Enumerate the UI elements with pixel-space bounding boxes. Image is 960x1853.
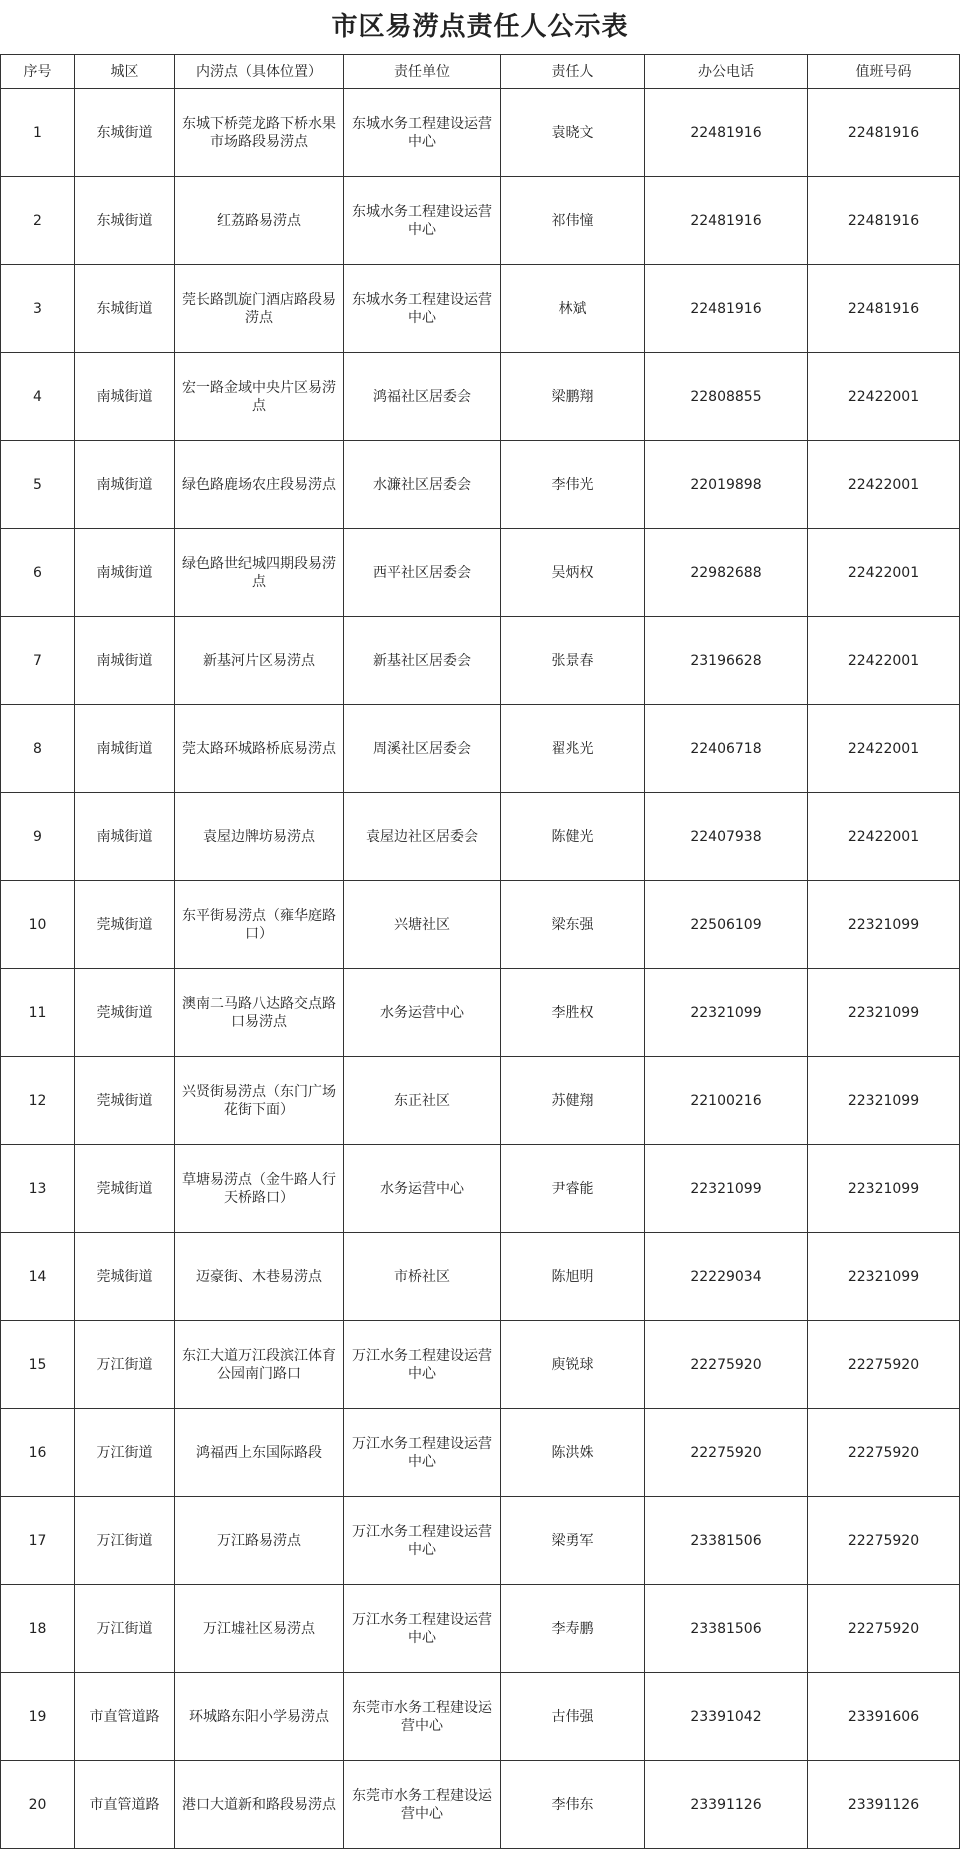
cell-index: 16 — [1, 1409, 75, 1497]
cell-index: 2 — [1, 177, 75, 265]
cell-index: 10 — [1, 881, 75, 969]
cell-office-phone: 22481916 — [645, 265, 808, 353]
cell-duty-phone: 22321099 — [808, 1145, 960, 1233]
cell-person: 李寿鹏 — [501, 1585, 645, 1673]
table-row — [1, 265, 960, 353]
cell-location: 东城下桥莞龙路下桥水果市场路段易涝点 — [175, 89, 344, 177]
cell-duty-phone: 22321099 — [808, 969, 960, 1057]
cell-unit: 东城水务工程建设运营中心 — [344, 89, 501, 177]
cell-index: 3 — [1, 265, 75, 353]
cell-unit: 东莞市水务工程建设运营中心 — [344, 1761, 501, 1849]
cell-index: 20 — [1, 1761, 75, 1849]
cell-office-phone: 22407938 — [645, 793, 808, 881]
cell-unit: 兴塘社区 — [344, 881, 501, 969]
table-row — [1, 177, 960, 265]
cell-duty-phone: 22321099 — [808, 1233, 960, 1321]
cell-index: 4 — [1, 353, 75, 441]
cell-office-phone: 22275920 — [645, 1409, 808, 1497]
cell-location: 绿色路鹿场农庄段易涝点 — [175, 441, 344, 529]
table-row — [1, 617, 960, 705]
cell-index: 18 — [1, 1585, 75, 1673]
cell-person: 袁晓文 — [501, 89, 645, 177]
cell-unit: 万江水务工程建设运营中心 — [344, 1321, 501, 1409]
cell-office-phone: 22506109 — [645, 881, 808, 969]
cell-location: 东江大道万江段滨江体育公园南门路口 — [175, 1321, 344, 1409]
cell-index: 11 — [1, 969, 75, 1057]
cell-unit: 万江水务工程建设运营中心 — [344, 1585, 501, 1673]
cell-office-phone: 22275920 — [645, 1321, 808, 1409]
cell-unit: 万江水务工程建设运营中心 — [344, 1409, 501, 1497]
cell-district: 莞城街道 — [75, 1145, 175, 1233]
cell-duty-phone: 22422001 — [808, 529, 960, 617]
cell-duty-phone: 23391126 — [808, 1761, 960, 1849]
cell-index: 13 — [1, 1145, 75, 1233]
table-row — [1, 441, 960, 529]
table-row — [1, 1233, 960, 1321]
cell-office-phone: 22321099 — [645, 1145, 808, 1233]
cell-unit: 周溪社区居委会 — [344, 705, 501, 793]
header-unit: 责任单位 — [344, 55, 501, 89]
cell-index: 1 — [1, 89, 75, 177]
cell-index: 14 — [1, 1233, 75, 1321]
table-row — [1, 529, 960, 617]
cell-district: 万江街道 — [75, 1321, 175, 1409]
cell-office-phone: 22100216 — [645, 1057, 808, 1145]
cell-duty-phone: 22422001 — [808, 617, 960, 705]
cell-office-phone: 22481916 — [645, 89, 808, 177]
cell-person: 苏健翔 — [501, 1057, 645, 1145]
cell-person: 陈洪姝 — [501, 1409, 645, 1497]
cell-index: 9 — [1, 793, 75, 881]
cell-location: 袁屋边牌坊易涝点 — [175, 793, 344, 881]
cell-location: 东平街易涝点（雍华庭路口） — [175, 881, 344, 969]
cell-location: 红荔路易涝点 — [175, 177, 344, 265]
cell-unit: 水濂社区居委会 — [344, 441, 501, 529]
table-row — [1, 793, 960, 881]
cell-district: 万江街道 — [75, 1585, 175, 1673]
table-row — [1, 1673, 960, 1761]
cell-unit: 袁屋边社区居委会 — [344, 793, 501, 881]
cell-district: 市直管道路 — [75, 1673, 175, 1761]
header-location: 内涝点（具体位置） — [175, 55, 344, 89]
cell-location: 绿色路世纪城四期段易涝点 — [175, 529, 344, 617]
cell-location: 环城路东阳小学易涝点 — [175, 1673, 344, 1761]
table-row — [1, 1585, 960, 1673]
cell-person: 梁勇军 — [501, 1497, 645, 1585]
cell-office-phone: 23391042 — [645, 1673, 808, 1761]
cell-district: 莞城街道 — [75, 1057, 175, 1145]
cell-office-phone: 23381506 — [645, 1585, 808, 1673]
cell-person: 林斌 — [501, 265, 645, 353]
cell-person: 李胜权 — [501, 969, 645, 1057]
cell-district: 东城街道 — [75, 177, 175, 265]
cell-duty-phone: 22422001 — [808, 793, 960, 881]
table-row — [1, 1321, 960, 1409]
table-row — [1, 1497, 960, 1585]
cell-location: 迈豪街、木巷易涝点 — [175, 1233, 344, 1321]
cell-index: 19 — [1, 1673, 75, 1761]
cell-location: 草塘易涝点（金牛路人行天桥路口） — [175, 1145, 344, 1233]
cell-office-phone: 22019898 — [645, 441, 808, 529]
cell-index: 7 — [1, 617, 75, 705]
cell-duty-phone: 22481916 — [808, 265, 960, 353]
cell-district: 市直管道路 — [75, 1761, 175, 1849]
cell-duty-phone: 22481916 — [808, 89, 960, 177]
cell-index: 5 — [1, 441, 75, 529]
cell-person: 庾锐球 — [501, 1321, 645, 1409]
cell-index: 12 — [1, 1057, 75, 1145]
cell-duty-phone: 22481916 — [808, 177, 960, 265]
cell-unit: 东城水务工程建设运营中心 — [344, 177, 501, 265]
cell-location: 新基河片区易涝点 — [175, 617, 344, 705]
cell-duty-phone: 22422001 — [808, 441, 960, 529]
cell-office-phone: 23381506 — [645, 1497, 808, 1585]
cell-person: 尹睿能 — [501, 1145, 645, 1233]
cell-person: 陈健光 — [501, 793, 645, 881]
cell-unit: 西平社区居委会 — [344, 529, 501, 617]
cell-district: 东城街道 — [75, 89, 175, 177]
cell-duty-phone: 22321099 — [808, 881, 960, 969]
header-row — [1, 55, 960, 89]
cell-unit: 新基社区居委会 — [344, 617, 501, 705]
cell-person: 祁伟憧 — [501, 177, 645, 265]
cell-district: 莞城街道 — [75, 1233, 175, 1321]
cell-location: 莞太路环城路桥底易涝点 — [175, 705, 344, 793]
cell-office-phone: 22321099 — [645, 969, 808, 1057]
cell-district: 万江街道 — [75, 1497, 175, 1585]
cell-index: 15 — [1, 1321, 75, 1409]
cell-district: 南城街道 — [75, 441, 175, 529]
cell-unit: 鸿福社区居委会 — [344, 353, 501, 441]
cell-unit: 水务运营中心 — [344, 969, 501, 1057]
cell-district: 莞城街道 — [75, 969, 175, 1057]
table-row — [1, 705, 960, 793]
cell-person: 古伟强 — [501, 1673, 645, 1761]
cell-duty-phone: 22422001 — [808, 705, 960, 793]
cell-location: 万江路易涝点 — [175, 1497, 344, 1585]
table-row — [1, 969, 960, 1057]
cell-duty-phone: 23391606 — [808, 1673, 960, 1761]
cell-unit: 东城水务工程建设运营中心 — [344, 265, 501, 353]
responsibility-table — [0, 54, 960, 1849]
cell-location: 澳南二马路八达路交点路口易涝点 — [175, 969, 344, 1057]
cell-district: 南城街道 — [75, 529, 175, 617]
cell-district: 莞城街道 — [75, 881, 175, 969]
table-row — [1, 1145, 960, 1233]
table-row — [1, 353, 960, 441]
table-row — [1, 1761, 960, 1849]
cell-duty-phone: 22422001 — [808, 353, 960, 441]
cell-person: 陈旭明 — [501, 1233, 645, 1321]
cell-office-phone: 22229034 — [645, 1233, 808, 1321]
cell-duty-phone: 22275920 — [808, 1321, 960, 1409]
cell-location: 港口大道新和路段易涝点 — [175, 1761, 344, 1849]
cell-index: 6 — [1, 529, 75, 617]
cell-location: 兴贤街易涝点（东门广场花街下面） — [175, 1057, 344, 1145]
cell-person: 翟兆光 — [501, 705, 645, 793]
cell-duty-phone: 22275920 — [808, 1409, 960, 1497]
cell-duty-phone: 22321099 — [808, 1057, 960, 1145]
cell-person: 张景春 — [501, 617, 645, 705]
cell-person: 梁东强 — [501, 881, 645, 969]
cell-unit: 东正社区 — [344, 1057, 501, 1145]
header-district: 城区 — [75, 55, 175, 89]
cell-person: 李伟光 — [501, 441, 645, 529]
page-title: 市区易涝点责任人公示表 — [331, 12, 629, 42]
cell-location: 莞长路凯旋门酒店路段易涝点 — [175, 265, 344, 353]
header-office-phone: 办公电话 — [645, 55, 808, 89]
header-duty-phone: 值班号码 — [808, 55, 960, 89]
cell-person: 李伟东 — [501, 1761, 645, 1849]
cell-district: 南城街道 — [75, 617, 175, 705]
table-row — [1, 881, 960, 969]
cell-district: 东城街道 — [75, 265, 175, 353]
cell-duty-phone: 22275920 — [808, 1497, 960, 1585]
cell-index: 17 — [1, 1497, 75, 1585]
table-row — [1, 1057, 960, 1145]
cell-office-phone: 22481916 — [645, 177, 808, 265]
cell-office-phone: 23391126 — [645, 1761, 808, 1849]
cell-index: 8 — [1, 705, 75, 793]
cell-unit: 水务运营中心 — [344, 1145, 501, 1233]
cell-unit: 东莞市水务工程建设运营中心 — [344, 1673, 501, 1761]
cell-unit: 市桥社区 — [344, 1233, 501, 1321]
cell-duty-phone: 22275920 — [808, 1585, 960, 1673]
cell-office-phone: 23196628 — [645, 617, 808, 705]
cell-location: 鸿福西上东国际路段 — [175, 1409, 344, 1497]
cell-district: 南城街道 — [75, 353, 175, 441]
cell-person: 梁鹏翔 — [501, 353, 645, 441]
header-person: 责任人 — [501, 55, 645, 89]
cell-location: 万江墟社区易涝点 — [175, 1585, 344, 1673]
table-row — [1, 89, 960, 177]
cell-office-phone: 22982688 — [645, 529, 808, 617]
cell-location: 宏一路金域中央片区易涝点 — [175, 353, 344, 441]
cell-person: 吴炳权 — [501, 529, 645, 617]
cell-office-phone: 22808855 — [645, 353, 808, 441]
table-body — [1, 89, 960, 1849]
cell-district: 南城街道 — [75, 705, 175, 793]
cell-district: 万江街道 — [75, 1409, 175, 1497]
cell-district: 南城街道 — [75, 793, 175, 881]
table-row — [1, 1409, 960, 1497]
header-index: 序号 — [1, 55, 75, 89]
cell-office-phone: 22406718 — [645, 705, 808, 793]
cell-unit: 万江水务工程建设运营中心 — [344, 1497, 501, 1585]
